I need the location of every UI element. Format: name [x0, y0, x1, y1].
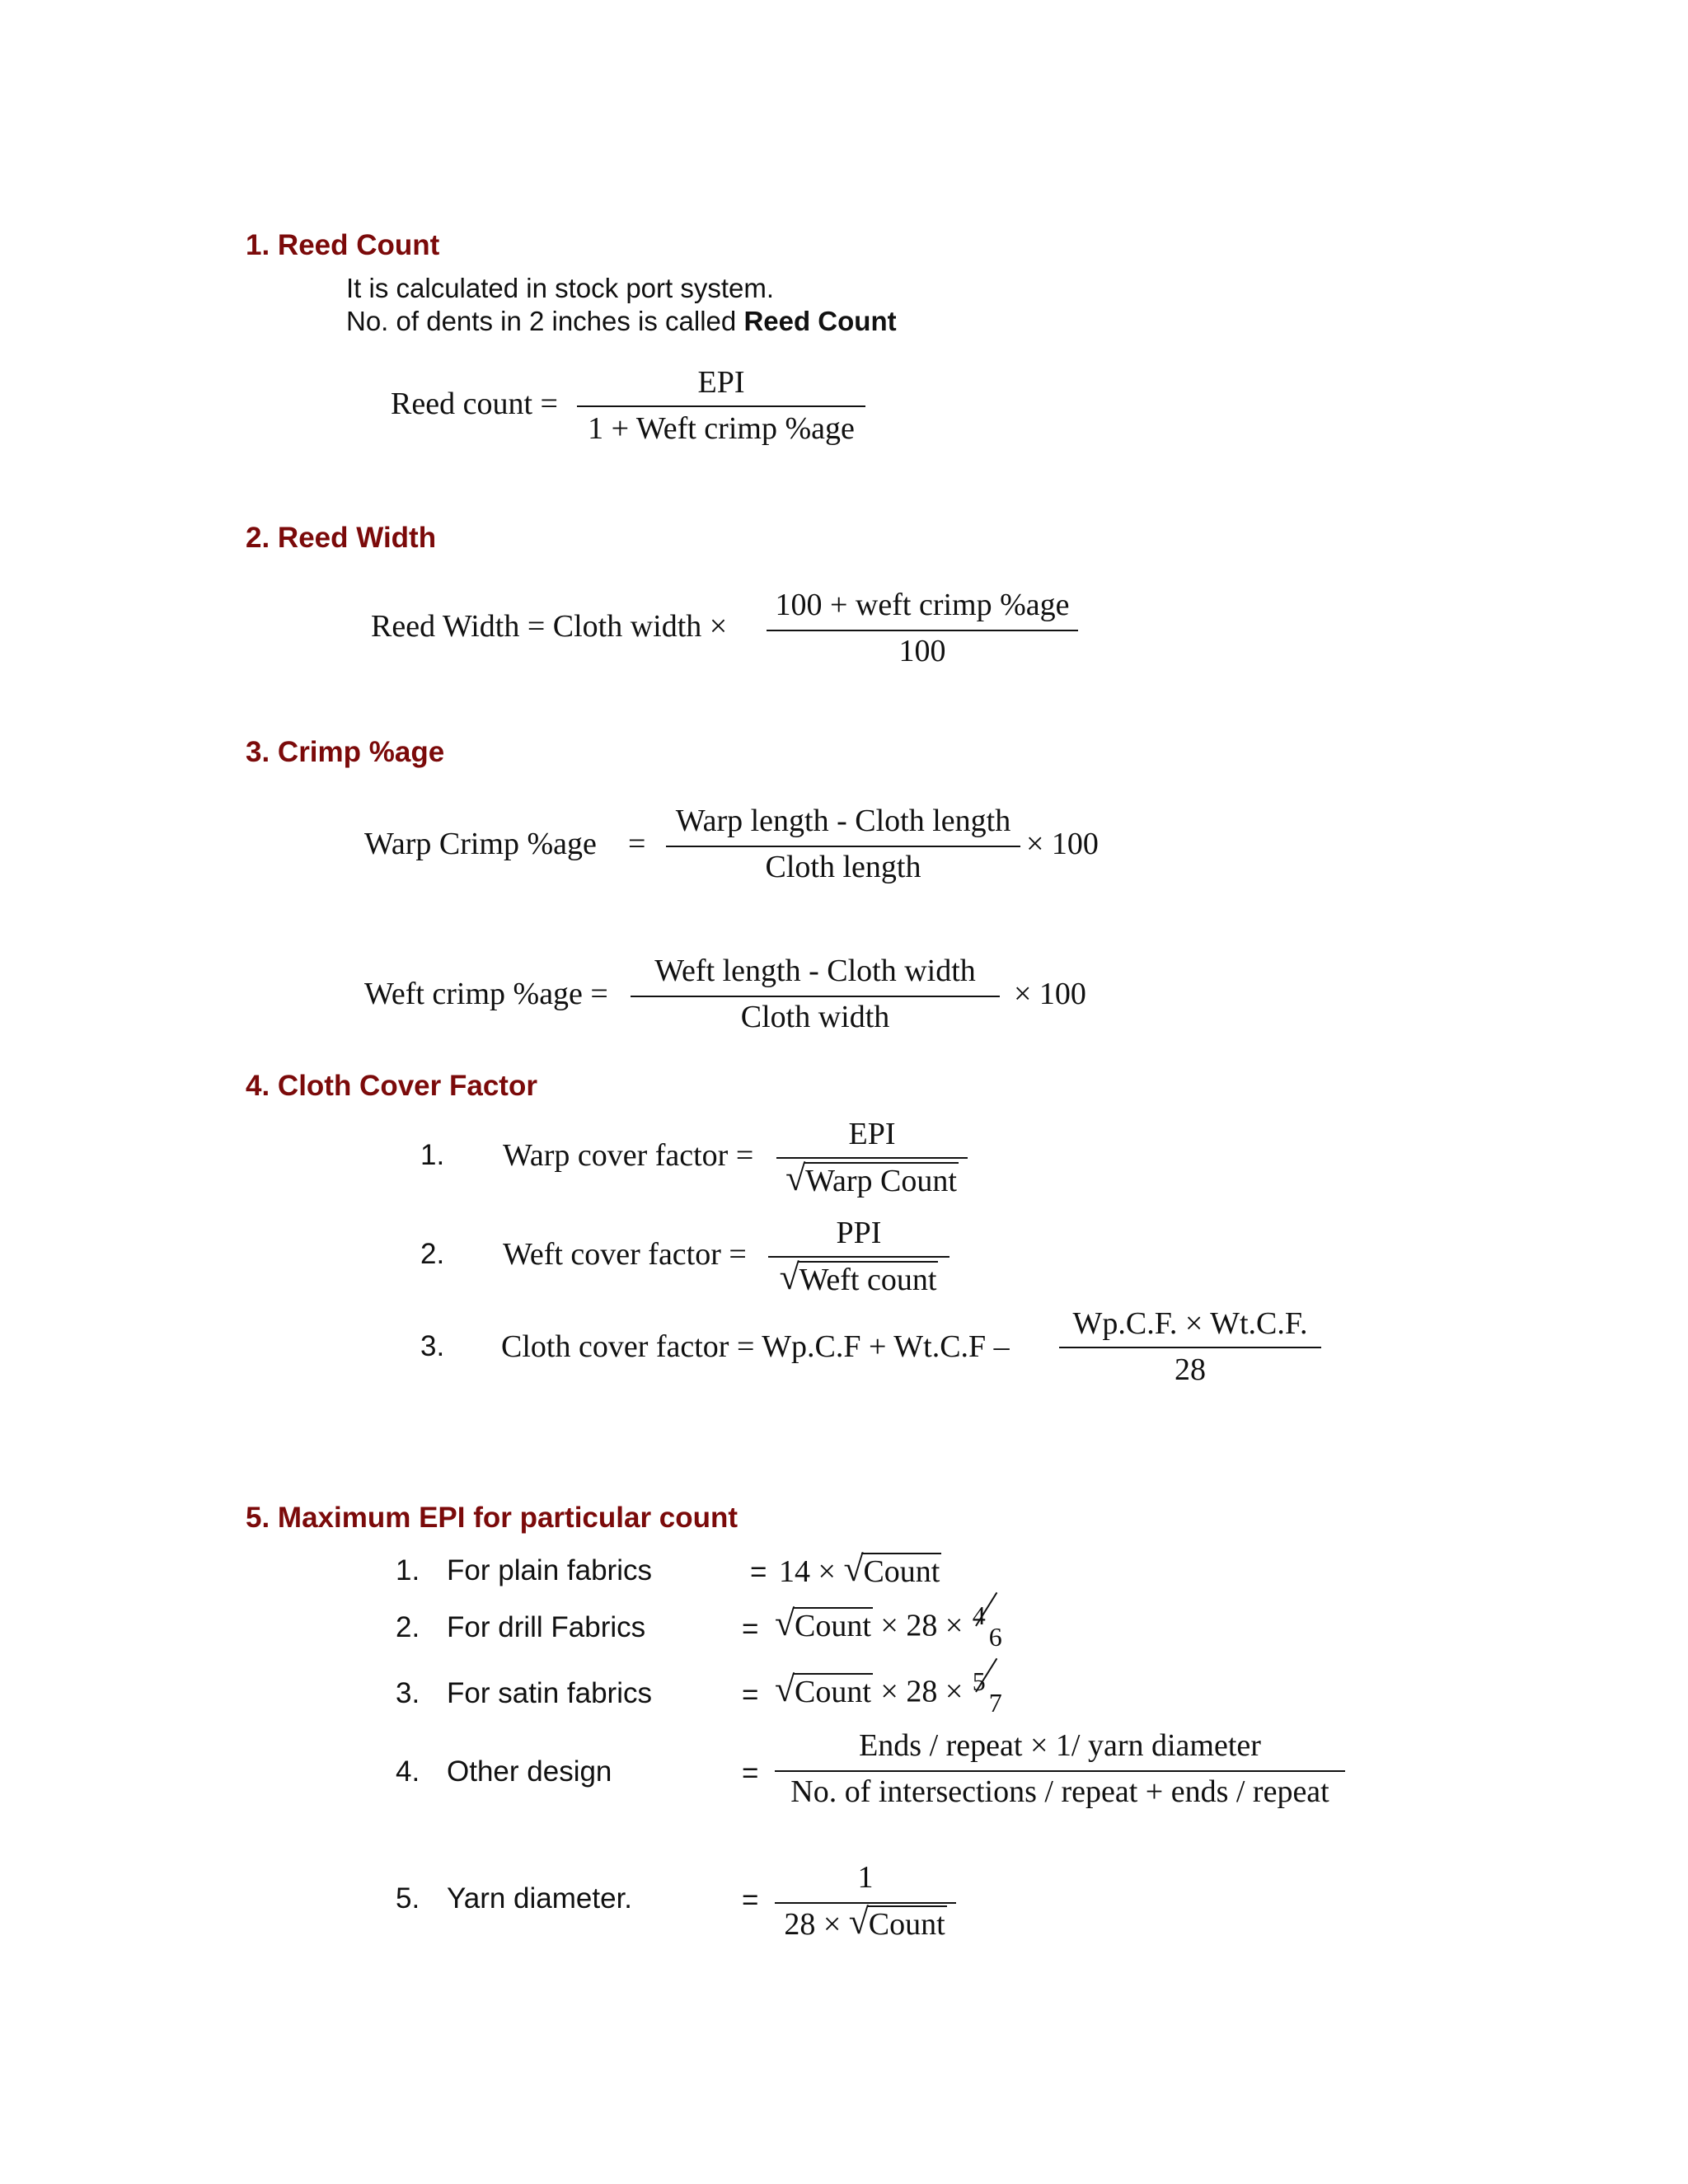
square-root	[785, 1158, 959, 1199]
plain-fabric-prefix: 14 ×	[779, 1554, 836, 1589]
epi-item-number: 1.	[396, 1554, 420, 1586]
slash-fraction-numerator: 5	[972, 1666, 986, 1696]
yarn-diameter-denominator	[775, 1901, 956, 1943]
section-1-line1: It is calculated in stock port system.	[346, 273, 775, 303]
slash-fraction-numerator: 4	[972, 1601, 986, 1630]
radical-sign: √	[779, 1257, 799, 1297]
cover-item-number: 2.	[420, 1238, 445, 1270]
square-root	[848, 1901, 947, 1943]
radicand: Warp Count	[805, 1164, 957, 1198]
other-design-numerator: Ends / repeat × 1/ yarn diameter	[859, 1728, 1261, 1763]
epi-item-label: For plain fabrics	[447, 1554, 652, 1586]
section-4-title: 4. Cloth Cover Factor	[246, 1070, 537, 1102]
reed-width-numerator: 100 + weft crimp %age	[775, 588, 1070, 622]
radical-sign: √	[775, 1602, 795, 1643]
warp-crimp-multiplier: × 100	[1026, 827, 1099, 861]
slash-fraction	[971, 1601, 1006, 1652]
weft-cover-denominator	[768, 1257, 950, 1298]
epi-item-equals: =	[742, 1884, 759, 1916]
weft-cover-numerator: PPI	[836, 1216, 882, 1250]
section-1-title: 1. Reed Count	[246, 229, 440, 261]
warp-cover-denominator	[776, 1158, 968, 1199]
fraction-bar	[775, 1770, 1345, 1772]
radical-sign: √	[775, 1668, 795, 1709]
epi-item-number: 2.	[396, 1611, 420, 1643]
epi-item-label: Yarn diameter.	[447, 1882, 633, 1915]
reed-count-numerator: EPI	[697, 365, 745, 400]
weft-crimp-denominator: Cloth width	[740, 1000, 890, 1034]
warp-cover-lhs: Warp cover factor =	[503, 1138, 754, 1173]
square-root	[843, 1549, 941, 1590]
square-root	[775, 1602, 873, 1644]
fraction-bar	[577, 405, 865, 407]
cloth-cover-lhs: Cloth cover factor = Wp.C.F + Wt.C.F –	[501, 1329, 1010, 1364]
warp-crimp-fraction	[666, 801, 1020, 892]
weft-crimp-numerator: Weft length - Cloth width	[654, 954, 976, 988]
warp-crimp-denominator: Cloth length	[765, 850, 921, 884]
radical-sign: √	[843, 1549, 864, 1589]
fraction-bar	[767, 630, 1078, 631]
fraction-bar	[666, 846, 1020, 847]
radicand: Count	[795, 1674, 871, 1709]
section-5-title: 5. Maximum EPI for particular count	[246, 1502, 738, 1534]
radicand: Count	[868, 1907, 945, 1942]
cloth-cover-denominator: 28	[1175, 1352, 1206, 1387]
warp-crimp-equals: =	[628, 827, 646, 861]
slash-fraction-denominator: 7	[988, 1688, 1002, 1718]
other-design-fraction	[775, 1726, 1345, 1816]
fraction-bar	[631, 996, 1000, 997]
reed-width-lhs: Reed Width = Cloth width ×	[371, 609, 728, 644]
epi-item-label: For satin fabrics	[447, 1677, 652, 1709]
drill-fabric-expression	[775, 1601, 1006, 1652]
drill-fabric-multiplier: × 28 ×	[880, 1608, 964, 1643]
plain-fabric-expression	[779, 1549, 941, 1590]
epi-item-label: For drill Fabrics	[447, 1611, 646, 1643]
cover-item-number: 3.	[420, 1330, 445, 1362]
epi-item-equals: =	[750, 1556, 767, 1588]
other-design-denominator: No. of intersections / repeat + ends / repeat	[790, 1774, 1329, 1809]
section-3-title: 3. Crimp %age	[246, 736, 445, 768]
section-1-line2	[346, 305, 897, 338]
satin-fabric-multiplier: × 28 ×	[880, 1674, 964, 1709]
weft-crimp-multiplier: × 100	[1014, 977, 1086, 1011]
epi-item-number: 5.	[396, 1882, 420, 1915]
radical-sign: √	[785, 1158, 806, 1198]
epi-item-number: 3.	[396, 1677, 420, 1709]
section-2-title: 2. Reed Width	[246, 522, 437, 554]
epi-item-number: 4.	[396, 1755, 420, 1788]
cloth-cover-numerator: Wp.C.F. × Wt.C.F.	[1072, 1306, 1308, 1341]
cloth-cover-fraction	[1059, 1304, 1321, 1394]
reed-width-denominator: 100	[898, 634, 946, 668]
weft-cover-fraction	[768, 1213, 950, 1312]
slash-fraction-denominator: 6	[988, 1622, 1002, 1652]
square-root	[775, 1668, 873, 1710]
radical-sign: √	[848, 1901, 869, 1942]
epi-item-label: Other design	[447, 1755, 612, 1788]
warp-cover-numerator: EPI	[848, 1117, 896, 1151]
square-root	[779, 1257, 939, 1298]
yarn-diameter-numerator: 1	[857, 1860, 874, 1895]
epi-item-equals: =	[742, 1757, 759, 1789]
slash-fraction	[971, 1666, 1006, 1718]
reed-width-fraction	[767, 585, 1078, 676]
weft-crimp-lhs: Weft crimp %age =	[364, 977, 608, 1011]
radicand: Count	[863, 1554, 940, 1589]
weft-crimp-fraction	[631, 951, 1000, 1042]
section-1-line2-prefix: No. of dents in 2 inches is called	[346, 306, 744, 336]
epi-item-equals: =	[742, 1679, 759, 1711]
fraction-bar	[1059, 1347, 1321, 1348]
satin-fabric-expression	[775, 1666, 1006, 1718]
warp-crimp-lhs: Warp Crimp %age	[364, 827, 597, 861]
warp-cover-fraction	[776, 1114, 968, 1213]
reed-count-fraction	[577, 363, 865, 453]
yarn-diameter-den-prefix: 28 ×	[784, 1907, 842, 1942]
section-1-line2-bold: Reed Count	[743, 306, 897, 336]
radicand: Weft count	[799, 1263, 937, 1297]
epi-item-equals: =	[742, 1613, 759, 1645]
cover-item-number: 1.	[420, 1139, 445, 1171]
radicand: Count	[795, 1608, 871, 1643]
weft-cover-lhs: Weft cover factor =	[503, 1237, 747, 1272]
reed-count-lhs: Reed count =	[391, 387, 558, 421]
warp-crimp-numerator: Warp length - Cloth length	[675, 804, 1011, 838]
reed-count-denominator: 1 + Weft crimp %age	[588, 411, 855, 446]
yarn-diameter-fraction	[775, 1858, 956, 1957]
